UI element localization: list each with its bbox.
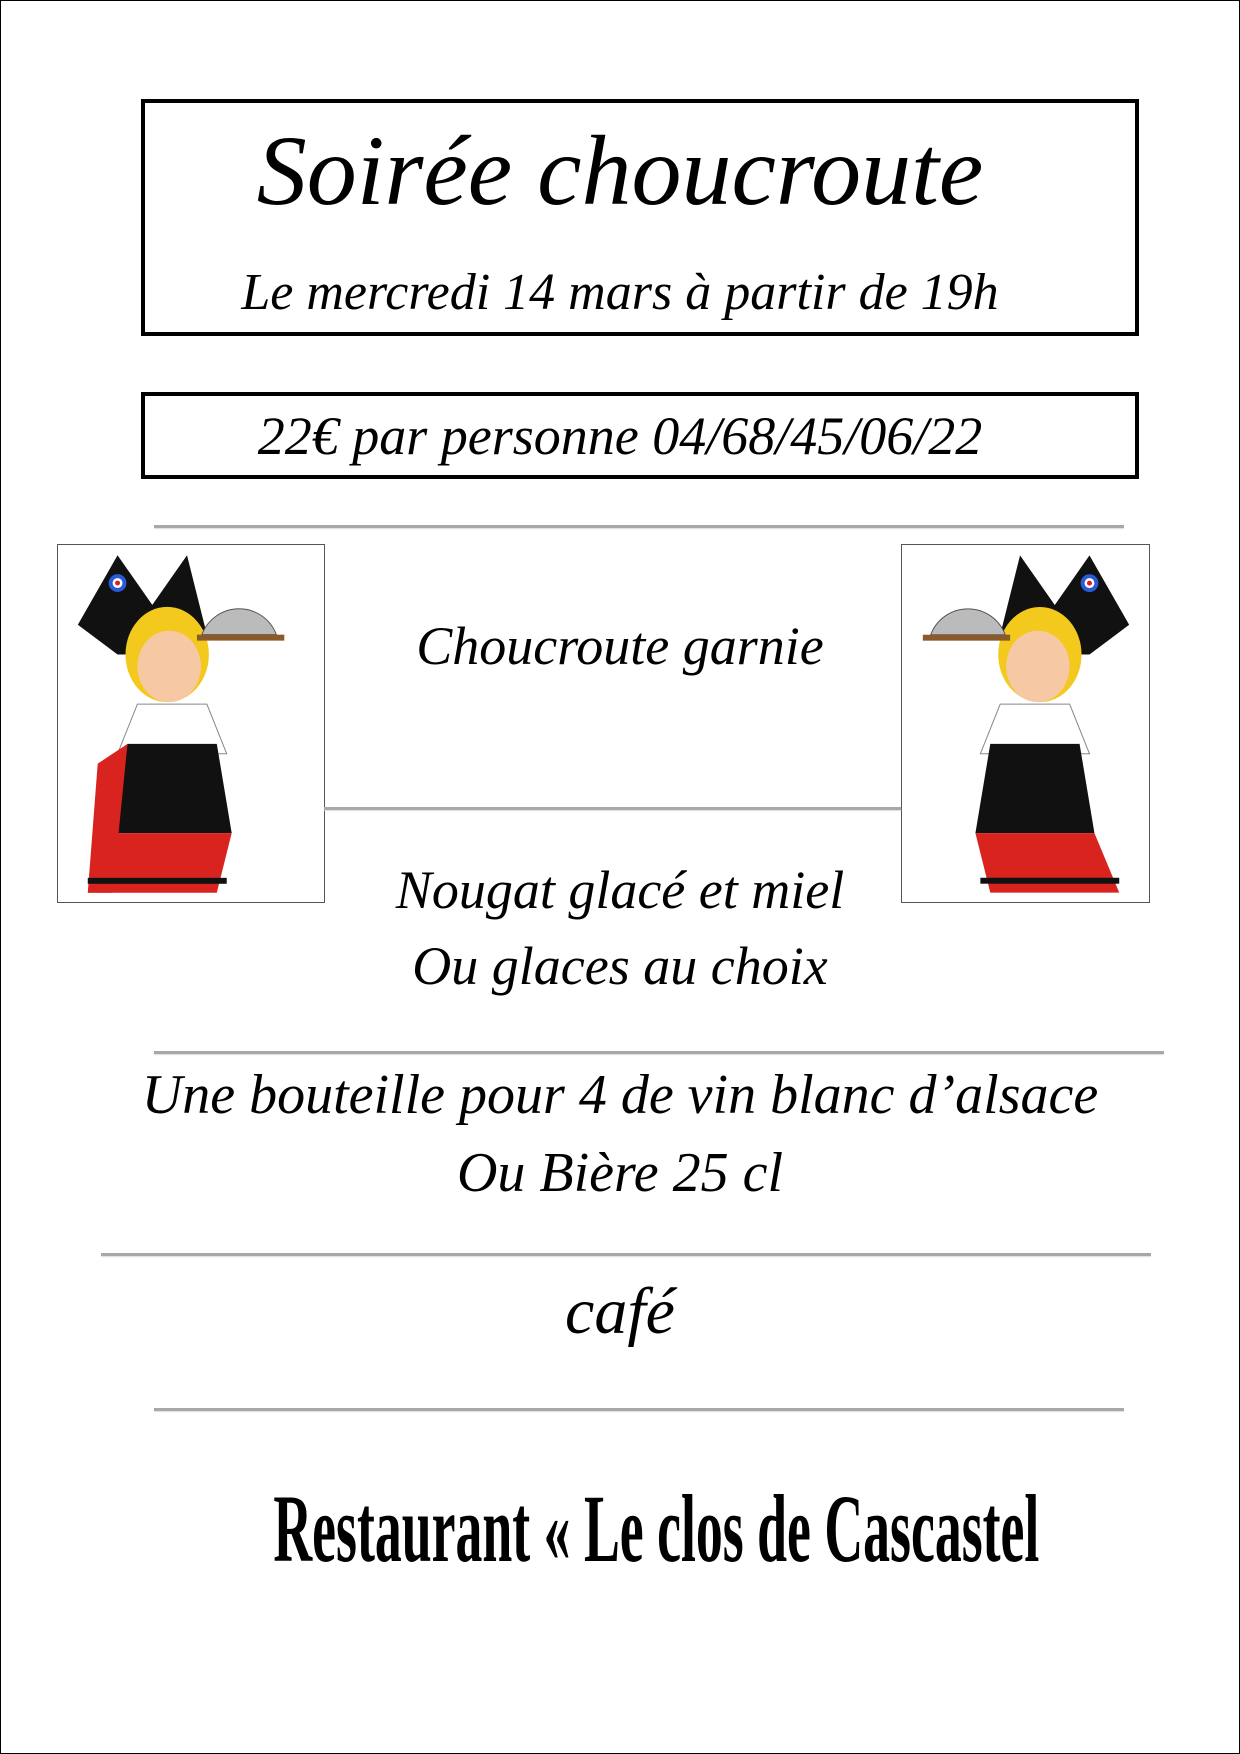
price-and-phone: 22€ par personne 04/68/45/06/22 [257, 406, 983, 466]
menu-drink-alt: Ou Bière 25 cl [456, 1142, 784, 1204]
menu-main-course: Choucroute garnie [416, 616, 824, 676]
divider [101, 1253, 1151, 1256]
divider [154, 1408, 1124, 1411]
menu-dessert: Nougat glacé et miel [395, 860, 845, 920]
event-date: Le mercredi 14 mars à partir de 19h [241, 264, 999, 321]
restaurant-name: Restaurant « Le clos de Cascastel [273, 1475, 1040, 1582]
alsatian-waitress-illustration-right [901, 544, 1150, 903]
divider [324, 807, 901, 810]
menu-coffee: café [565, 1275, 675, 1348]
page-title: Soirée choucroute [256, 115, 984, 226]
waitress-icon [902, 545, 1149, 902]
alsatian-waitress-illustration-left [57, 544, 325, 903]
divider [154, 525, 1124, 528]
menu-dessert-alt: Ou glaces au choix [412, 936, 828, 996]
menu-drink: Une bouteille pour 4 de vin blanc d’alsace [141, 1064, 1099, 1126]
waitress-icon [58, 545, 324, 902]
divider [154, 1051, 1164, 1054]
